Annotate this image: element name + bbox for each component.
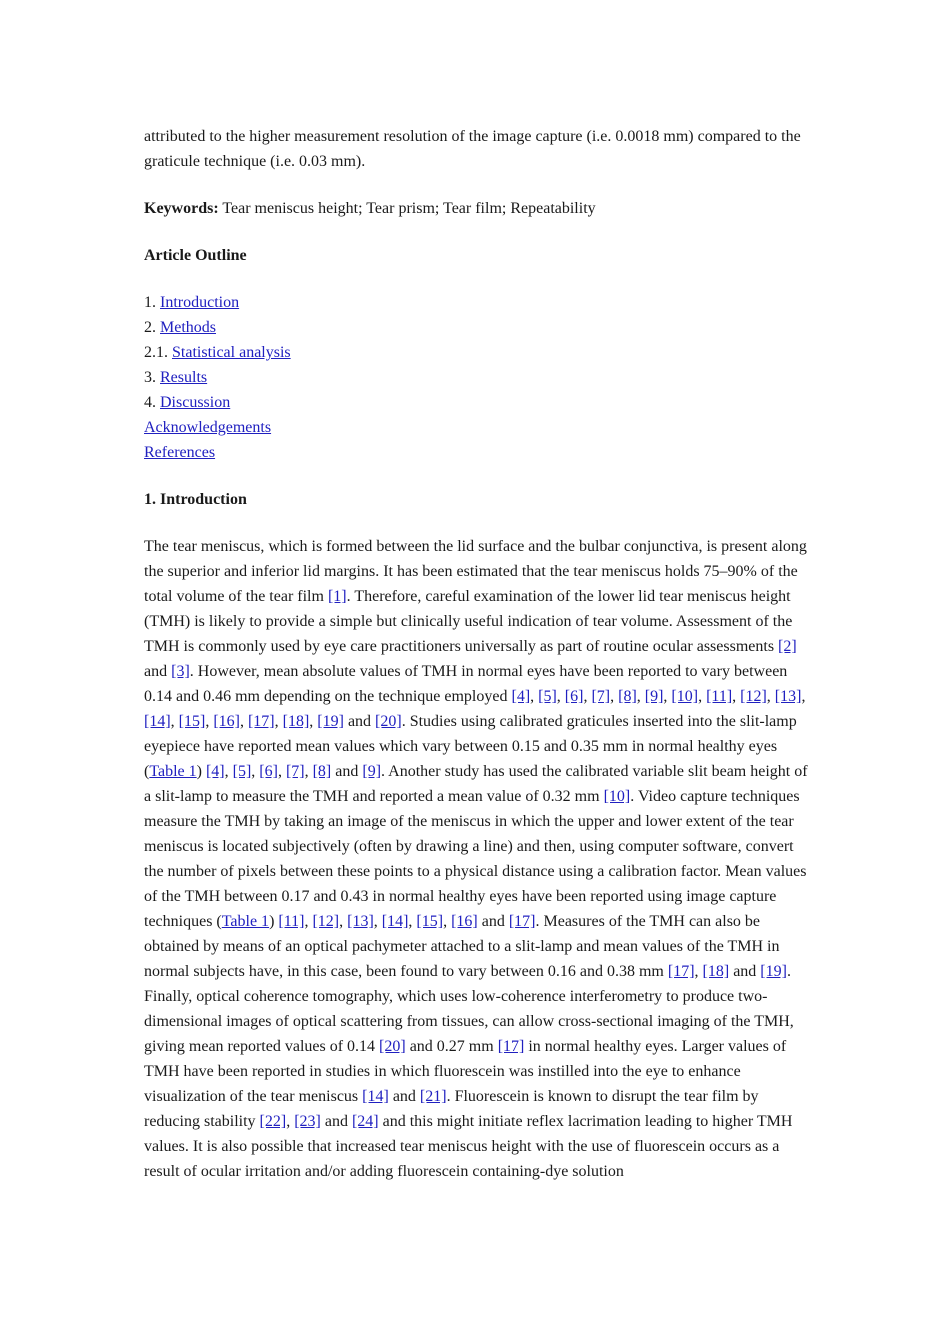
paragraph-text: , <box>663 688 672 705</box>
outline-link-acknowledgements[interactable]: Acknowledgements <box>144 419 272 436</box>
outline-item-discussion: 4. Discussion <box>144 394 231 411</box>
paragraph-text: , <box>443 913 452 930</box>
paragraph-text: and <box>144 663 172 680</box>
paragraph-text: , <box>170 713 179 730</box>
citation-link[interactable]: [11] <box>278 913 305 930</box>
paragraph-text: ) <box>196 763 206 780</box>
citation-link[interactable]: [17] <box>247 713 275 730</box>
keywords-label: Keywords: <box>144 200 219 217</box>
paragraph-text: , <box>304 913 313 930</box>
outline-link-references[interactable]: References <box>144 444 216 461</box>
paragraph-text: and <box>331 763 363 780</box>
citation-link[interactable]: [16] <box>451 913 478 930</box>
introduction-paragraph <box>144 534 808 1184</box>
citation-link[interactable]: [8] <box>618 688 637 705</box>
paragraph-text: , <box>277 763 286 780</box>
paragraph-text: . Fluorescein is known to disrupt the tear film by reducing stability <box>144 1088 759 1130</box>
outline-link-discussion[interactable]: Discussion <box>160 394 231 411</box>
citation-link[interactable]: [20] <box>379 1038 406 1055</box>
paragraph-text: , <box>239 713 248 730</box>
citation-link[interactable]: [18] <box>702 963 730 980</box>
citation-link[interactable]: [14] <box>381 913 409 930</box>
citation-link[interactable]: [3] <box>171 663 190 680</box>
paragraph-text: , <box>530 688 539 705</box>
paragraph-text: , <box>408 913 417 930</box>
citation-link[interactable]: [17] <box>497 1038 525 1055</box>
citation-link[interactable]: [12] <box>312 913 340 930</box>
outline-link-introduction[interactable]: Introduction <box>160 294 240 311</box>
paragraph-text: , <box>224 763 233 780</box>
paragraph-text: and <box>320 1113 352 1130</box>
paragraph-text: . However, mean absolute values of TMH in normal eyes have been reported to vary between 0.14 and 0.46 mm depending on the technique employed <box>144 663 788 705</box>
citation-link[interactable]: [4] <box>511 688 531 705</box>
outline-item-acknowledgements <box>144 415 808 440</box>
citation-link[interactable]: [13] <box>774 688 802 705</box>
citation-link[interactable]: [23] <box>294 1113 321 1130</box>
section-heading-introduction: 1. Introduction <box>144 491 247 508</box>
paragraph-text: ) <box>269 913 279 930</box>
citation-link[interactable]: [22] <box>259 1113 287 1130</box>
paragraph-text: and this might initiate reflex lacrimation leading to higher TMH values. It is also possible that increased tear meniscus height with the use of fluorescein occurs as a result of ocular irritation and/or adding fluorescein containing-dye solution <box>144 1113 793 1180</box>
paragraph-text: . Therefore, careful examination of the lower lid tear meniscus height (TMH) is likely to provide a simple but clinically useful indication of tear volume. Assessment of the TMH is commonly used by eye care practitioners universally as part of routine ocular assessments <box>144 588 793 655</box>
paragraph-text: , <box>373 913 382 930</box>
citation-link[interactable]: [6] <box>259 763 278 780</box>
citation-link[interactable]: [19] <box>317 713 344 730</box>
citation-link[interactable]: [19] <box>760 963 787 980</box>
paragraph-text: , <box>801 688 806 705</box>
paragraph-text: , <box>583 688 592 705</box>
paragraph-text: , <box>766 688 775 705</box>
paragraph-text: , <box>610 688 619 705</box>
outline-item-methods: 2. Methods <box>144 319 216 336</box>
paragraph-text: . Video capture techniques measure the TMH by taking an image of the meniscus in which the upper and lower extent of the tear meniscus is located subjectively (often by drawing a line) and then, using computer software, convert the number of pixels between these points to a physical distance using a calibration factor. Mean values of the TMH between 0.17 and 0.43 in normal healthy eyes have been reported using image capture techniques ( <box>144 788 807 930</box>
paragraph-text: , <box>694 963 703 980</box>
paragraph-text: and <box>388 1088 420 1105</box>
paragraph-text: , <box>251 763 260 780</box>
paragraph-text: . Studies using calibrated graticules inserted into the slit-lamp eyepiece have reported mean values which vary between 0.15 and 0.35 mm in normal healthy eyes ( <box>144 713 797 780</box>
paragraph-text: , <box>286 1113 295 1130</box>
citation-link[interactable]: [2] <box>778 638 797 655</box>
paragraph-text: , <box>556 688 565 705</box>
table-reference-link[interactable]: Table 1 <box>221 913 270 930</box>
keywords-text: Tear meniscus height; Tear prism; Tear film; Repeatability <box>218 200 596 217</box>
article-outline <box>144 290 808 465</box>
citation-link[interactable]: [17] <box>667 963 695 980</box>
citation-link[interactable]: [5] <box>538 688 557 705</box>
citation-link[interactable]: [10] <box>603 788 631 805</box>
paragraph-text: . Finally, optical coherence tomography, which uses low-coherence interferometry to produce two-dimensional images of optical scattering from tissues, can allow cross-sectional imaging of the TMH, giving mean reported values of 0.14 <box>144 963 794 1055</box>
citation-link[interactable]: [17] <box>508 913 536 930</box>
paragraph-text: in normal healthy eyes. Larger values of TMH have been reported in studies in which fluorescein was instilled into the eye to enhance visualization of the tear meniscus <box>144 1038 787 1105</box>
citation-link[interactable]: [15] <box>416 913 444 930</box>
paragraph-text: and 0.27 mm <box>405 1038 498 1055</box>
paragraph-text: , <box>309 713 318 730</box>
citation-link[interactable]: [16] <box>213 713 240 730</box>
paragraph-text: , <box>732 688 741 705</box>
paragraph-text: , <box>304 763 313 780</box>
citation-link[interactable]: [18] <box>282 713 310 730</box>
citation-link[interactable]: [6] <box>564 688 584 705</box>
citation-link[interactable]: [24] <box>351 1113 379 1130</box>
citation-link[interactable]: [7] <box>591 688 611 705</box>
citation-link[interactable]: [4] <box>205 763 225 780</box>
outline-item-references <box>144 440 808 465</box>
keywords <box>144 196 808 221</box>
citation-link[interactable]: [11] <box>706 688 733 705</box>
citation-link[interactable]: [13] <box>347 913 374 930</box>
outline-link-statistical-analysis[interactable]: Statistical analysis <box>172 344 291 361</box>
table-reference-link[interactable]: Table 1 <box>149 763 197 780</box>
paragraph-text: , <box>636 688 645 705</box>
citation-link[interactable]: [20] <box>375 713 402 730</box>
paragraph-text: , <box>698 688 707 705</box>
citation-link[interactable]: [7] <box>285 763 305 780</box>
citation-link[interactable]: [15] <box>178 713 206 730</box>
citation-link[interactable]: [8] <box>312 763 332 780</box>
paragraph-text: , <box>274 713 283 730</box>
paragraph-text: . Measures of the TMH can also be obtained by means of an optical pachymeter attached to a slit-lamp and mean values of the TMH in normal subjects have, in this case, been found to vary between 0.16 and 0.38 mm <box>144 913 780 980</box>
citation-link[interactable]: [21] <box>419 1088 447 1105</box>
outline-item-results: 3. Results <box>144 369 208 386</box>
paragraph-text: , <box>339 913 348 930</box>
outline-link-methods[interactable]: Methods <box>160 319 216 336</box>
citation-link[interactable]: [14] <box>144 713 171 730</box>
citation-link[interactable]: [10] <box>671 688 699 705</box>
paragraph-text: The tear meniscus, which is formed between the lid surface and the bulbar conjunctiva, is present along the superior and inferior lid margins. It has been estimated that the tear meniscus holds 75–90% of the total volume of the tear film <box>144 538 807 605</box>
outline-item-statistical-analysis: 2.1. Statistical analysis <box>144 344 291 361</box>
paragraph-text: and <box>343 713 376 730</box>
paragraph-text: , <box>205 713 214 730</box>
citation-link[interactable]: [9] <box>362 763 382 780</box>
citation-link[interactable]: [5] <box>232 763 252 780</box>
citation-link[interactable]: [14] <box>362 1088 389 1105</box>
article-outline-title: Article Outline <box>144 247 247 264</box>
citation-link[interactable]: [1] <box>327 588 347 605</box>
citation-link[interactable]: [12] <box>740 688 767 705</box>
paragraph-text: . Another study has used the calibrated variable slit beam height of a slit-lamp to measure the TMH and reported a mean value of 0.32 mm <box>144 763 808 805</box>
paragraph-text: and <box>477 913 509 930</box>
outline-link-results[interactable]: Results <box>160 369 208 386</box>
paragraph-text: and <box>729 963 761 980</box>
abstract-tail: attributed to the higher measurement resolution of the image capture (i.e. 0.0018 mm) compared to the graticule technique (i.e. 0.03 mm). <box>144 128 801 170</box>
citation-link[interactable]: [9] <box>644 688 664 705</box>
article-page <box>144 124 808 1206</box>
outline-item-introduction: 1. Introduction <box>144 294 240 311</box>
